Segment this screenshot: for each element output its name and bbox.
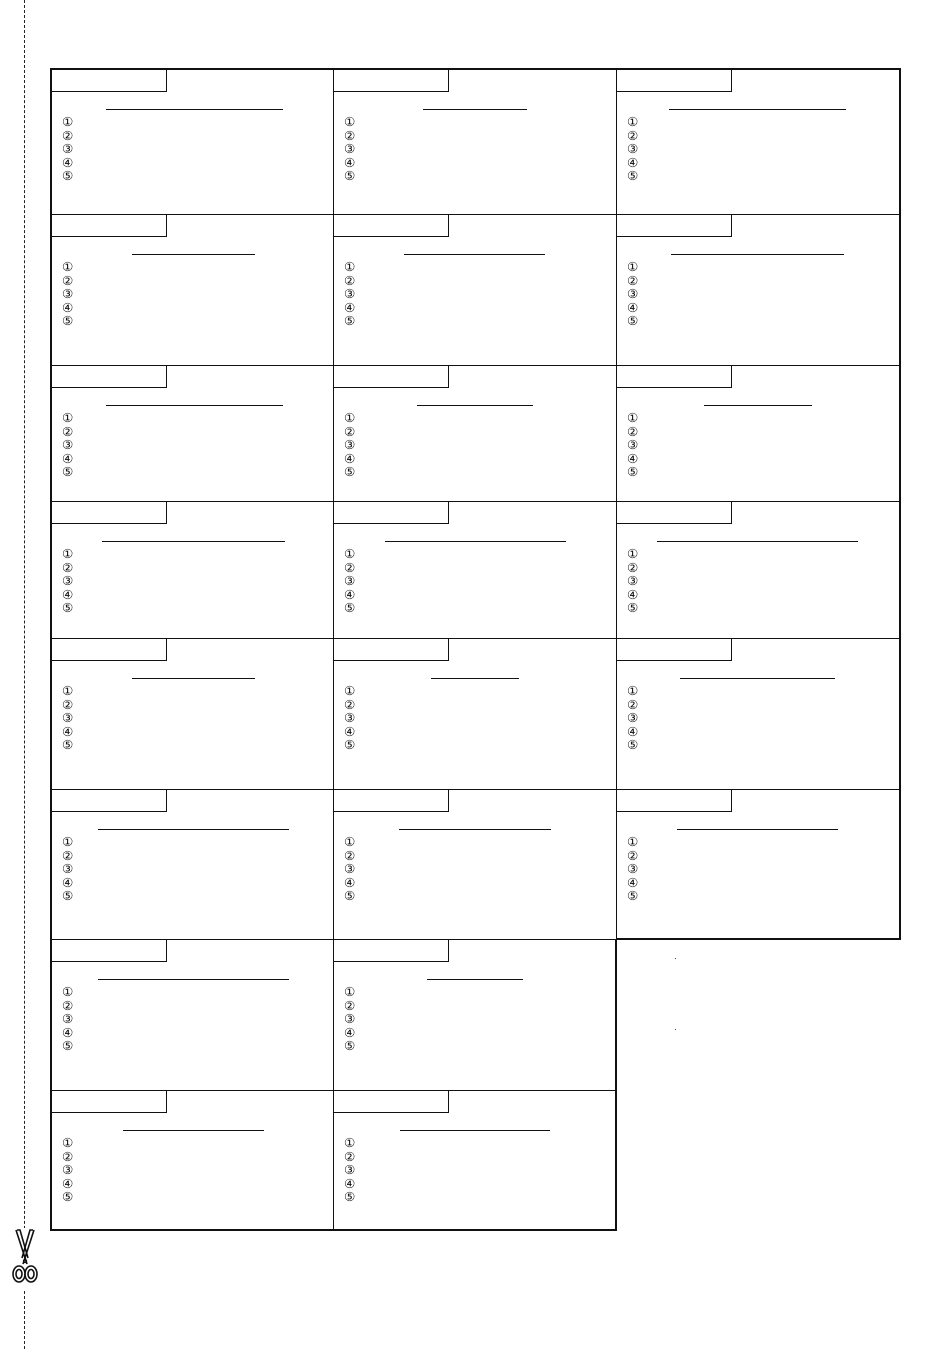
answer-blank-line[interactable] xyxy=(669,109,846,110)
option-marker[interactable]: ④ xyxy=(62,1024,74,1040)
answer-card xyxy=(333,789,617,940)
option-marker[interactable]: ① xyxy=(62,546,74,561)
answer-card xyxy=(333,501,617,639)
answer-blank-line[interactable] xyxy=(657,541,858,542)
question-number-box[interactable] xyxy=(334,70,449,92)
option-marker[interactable]: ① xyxy=(627,259,639,274)
option-marker[interactable]: ④ xyxy=(344,1024,356,1040)
option-marker[interactable]: ① xyxy=(344,410,356,425)
question-number-box[interactable] xyxy=(52,790,167,812)
option-list xyxy=(62,411,73,479)
answer-card xyxy=(50,638,334,790)
option-marker[interactable]: ④ xyxy=(344,723,356,739)
scissors-icon xyxy=(8,1228,42,1290)
option-marker[interactable]: ⑤ xyxy=(62,600,74,616)
option-marker[interactable]: ⑤ xyxy=(62,1189,74,1205)
answer-blank-line[interactable] xyxy=(106,405,283,406)
option-marker[interactable]: ⑤ xyxy=(627,888,639,904)
option-marker[interactable]: ③ xyxy=(627,141,639,157)
option-marker[interactable]: ④ xyxy=(344,1175,356,1191)
option-marker[interactable]: ① xyxy=(344,546,356,561)
question-number-box[interactable] xyxy=(617,215,732,237)
option-list xyxy=(344,115,355,183)
option-marker[interactable]: ⑤ xyxy=(627,737,639,753)
option-marker[interactable]: ① xyxy=(627,114,639,129)
answer-blank-line[interactable] xyxy=(417,405,533,406)
option-marker[interactable]: ② xyxy=(627,423,639,439)
question-number-box[interactable] xyxy=(52,940,167,962)
option-marker[interactable]: ⑤ xyxy=(627,168,639,184)
question-number-box[interactable] xyxy=(52,215,167,237)
answer-card xyxy=(333,214,617,366)
option-marker[interactable]: ② xyxy=(627,847,639,863)
stray-mark xyxy=(675,1029,676,1030)
option-marker[interactable]: ① xyxy=(62,834,74,849)
answer-card xyxy=(50,1090,334,1231)
option-marker[interactable]: ② xyxy=(344,559,356,575)
option-marker[interactable]: ⑤ xyxy=(627,313,639,329)
option-marker[interactable]: ④ xyxy=(627,874,639,890)
option-list xyxy=(62,835,73,903)
option-marker[interactable]: ③ xyxy=(627,437,639,453)
option-marker[interactable]: ② xyxy=(62,997,74,1013)
option-marker[interactable]: ④ xyxy=(627,154,639,170)
option-marker[interactable]: ① xyxy=(344,1135,356,1150)
option-marker[interactable]: ⑤ xyxy=(62,464,74,480)
option-marker[interactable]: ② xyxy=(62,272,74,288)
question-number-box[interactable] xyxy=(52,70,167,92)
option-marker[interactable]: ③ xyxy=(344,437,356,453)
option-list xyxy=(344,684,355,752)
stray-mark xyxy=(675,958,676,959)
option-marker[interactable]: ④ xyxy=(62,874,74,890)
option-marker[interactable]: ① xyxy=(344,683,356,698)
option-marker[interactable]: ① xyxy=(627,683,639,698)
option-marker[interactable]: ③ xyxy=(62,286,74,302)
answer-card xyxy=(616,501,901,639)
answer-card xyxy=(333,939,617,1091)
option-marker[interactable]: ② xyxy=(627,272,639,288)
answer-blank-line[interactable] xyxy=(98,829,289,830)
question-number-box[interactable] xyxy=(617,790,732,812)
option-marker[interactable]: ② xyxy=(62,127,74,143)
option-list xyxy=(344,260,355,328)
option-list xyxy=(344,835,355,903)
option-marker[interactable]: ① xyxy=(62,410,74,425)
option-marker[interactable]: ③ xyxy=(344,710,356,726)
question-number-box[interactable] xyxy=(617,366,732,388)
answer-card xyxy=(616,68,901,215)
option-marker[interactable]: ⑤ xyxy=(62,737,74,753)
answer-blank-line[interactable] xyxy=(400,1130,550,1131)
answer-card xyxy=(50,214,334,366)
option-marker[interactable]: ⑤ xyxy=(344,168,356,184)
option-marker[interactable]: ① xyxy=(344,114,356,129)
answer-blank-line[interactable] xyxy=(399,829,551,830)
question-number-box[interactable] xyxy=(334,502,449,524)
option-list xyxy=(627,835,638,903)
option-marker[interactable]: ④ xyxy=(344,450,356,466)
option-list xyxy=(62,547,73,615)
option-marker[interactable]: ③ xyxy=(344,1011,356,1027)
option-marker[interactable]: ④ xyxy=(62,299,74,315)
option-marker[interactable]: ② xyxy=(62,559,74,575)
question-number-box[interactable] xyxy=(334,790,449,812)
option-marker[interactable]: ① xyxy=(344,984,356,999)
option-marker[interactable]: ④ xyxy=(627,586,639,602)
option-marker[interactable]: ④ xyxy=(62,154,74,170)
option-marker[interactable]: ① xyxy=(344,834,356,849)
answer-card xyxy=(616,638,901,790)
question-number-box[interactable] xyxy=(52,639,167,661)
question-number-box[interactable] xyxy=(617,70,732,92)
option-marker[interactable]: ② xyxy=(344,696,356,712)
option-list xyxy=(62,684,73,752)
answer-blank-line[interactable] xyxy=(427,979,523,980)
option-marker[interactable]: ② xyxy=(62,1148,74,1164)
option-marker[interactable]: ③ xyxy=(627,286,639,302)
answer-card-grid xyxy=(50,68,900,1230)
option-marker[interactable]: ② xyxy=(344,1148,356,1164)
option-marker[interactable]: ① xyxy=(344,259,356,274)
option-list xyxy=(62,985,73,1053)
option-list xyxy=(627,411,638,479)
option-list xyxy=(627,260,638,328)
option-marker[interactable]: ① xyxy=(62,259,74,274)
answer-card xyxy=(50,789,334,940)
option-marker[interactable]: ② xyxy=(344,847,356,863)
option-marker[interactable]: ④ xyxy=(62,723,74,739)
question-number-box[interactable] xyxy=(334,1091,449,1113)
answer-card xyxy=(616,365,901,502)
answer-blank-line[interactable] xyxy=(98,979,289,980)
answer-blank-line[interactable] xyxy=(385,541,566,542)
option-marker[interactable]: ③ xyxy=(344,141,356,157)
question-number-box[interactable] xyxy=(334,639,449,661)
option-marker[interactable]: ⑤ xyxy=(344,737,356,753)
option-marker[interactable]: ③ xyxy=(62,861,74,877)
option-marker[interactable]: ④ xyxy=(62,1175,74,1191)
answer-blank-line[interactable] xyxy=(132,678,255,679)
option-marker[interactable]: ⑤ xyxy=(344,464,356,480)
option-list xyxy=(627,547,638,615)
option-list xyxy=(344,1136,355,1204)
option-marker[interactable]: ③ xyxy=(627,861,639,877)
option-marker[interactable]: ③ xyxy=(62,141,74,157)
option-marker[interactable]: ② xyxy=(344,272,356,288)
cut-line xyxy=(24,0,25,1349)
option-marker[interactable]: ④ xyxy=(344,874,356,890)
option-marker[interactable]: ⑤ xyxy=(344,313,356,329)
answer-blank-line[interactable] xyxy=(132,254,255,255)
option-marker[interactable]: ① xyxy=(62,984,74,999)
option-marker[interactable]: ② xyxy=(627,559,639,575)
answer-card xyxy=(616,214,901,366)
answer-card xyxy=(50,365,334,502)
option-marker[interactable]: ⑤ xyxy=(62,1038,74,1054)
option-marker[interactable]: ① xyxy=(62,1135,74,1150)
answer-blank-line[interactable] xyxy=(106,109,283,110)
question-number-box[interactable] xyxy=(334,215,449,237)
option-marker[interactable]: ③ xyxy=(62,573,74,589)
answer-blank-line[interactable] xyxy=(704,405,812,406)
question-number-box[interactable] xyxy=(334,940,449,962)
option-list xyxy=(62,1136,73,1204)
option-marker[interactable]: ③ xyxy=(344,573,356,589)
option-marker[interactable]: ⑤ xyxy=(344,600,356,616)
question-number-box[interactable] xyxy=(52,502,167,524)
option-marker[interactable]: ③ xyxy=(62,1162,74,1178)
answer-card xyxy=(333,68,617,215)
option-marker[interactable]: ④ xyxy=(627,299,639,315)
option-marker[interactable]: ④ xyxy=(627,723,639,739)
option-list xyxy=(344,985,355,1053)
answer-card xyxy=(333,638,617,790)
answer-blank-line[interactable] xyxy=(671,254,844,255)
option-marker[interactable]: ① xyxy=(627,834,639,849)
option-marker[interactable]: ② xyxy=(627,696,639,712)
answer-blank-line[interactable] xyxy=(404,254,545,255)
option-marker[interactable]: ② xyxy=(62,847,74,863)
option-marker[interactable]: ③ xyxy=(627,573,639,589)
option-marker[interactable]: ④ xyxy=(344,586,356,602)
option-list xyxy=(344,547,355,615)
option-marker[interactable]: ③ xyxy=(62,710,74,726)
option-marker[interactable]: ⑤ xyxy=(627,600,639,616)
option-marker[interactable]: ② xyxy=(344,997,356,1013)
option-marker[interactable]: ④ xyxy=(62,586,74,602)
option-marker[interactable]: ③ xyxy=(344,861,356,877)
option-list xyxy=(627,115,638,183)
option-marker[interactable]: ① xyxy=(62,114,74,129)
option-marker[interactable]: ② xyxy=(627,127,639,143)
option-marker[interactable]: ③ xyxy=(344,1162,356,1178)
option-marker[interactable]: ④ xyxy=(627,450,639,466)
option-marker[interactable]: ⑤ xyxy=(344,888,356,904)
answer-card xyxy=(333,365,617,502)
option-marker[interactable]: ③ xyxy=(344,286,356,302)
option-marker[interactable]: ④ xyxy=(344,299,356,315)
answer-card xyxy=(50,939,334,1091)
option-marker[interactable]: ④ xyxy=(62,450,74,466)
option-marker[interactable]: ⑤ xyxy=(62,313,74,329)
answer-card xyxy=(50,68,334,215)
option-marker[interactable]: ⑤ xyxy=(627,464,639,480)
option-marker[interactable]: ⑤ xyxy=(344,1189,356,1205)
question-number-box[interactable] xyxy=(52,366,167,388)
answer-blank-line[interactable] xyxy=(423,109,527,110)
answer-blank-line[interactable] xyxy=(431,678,519,679)
option-marker[interactable]: ① xyxy=(62,683,74,698)
option-list xyxy=(62,260,73,328)
option-list xyxy=(627,684,638,752)
option-list xyxy=(62,115,73,183)
answer-blank-line[interactable] xyxy=(102,541,285,542)
answer-card xyxy=(616,789,901,940)
answer-card xyxy=(50,501,334,639)
option-marker[interactable]: ③ xyxy=(62,437,74,453)
option-marker[interactable]: ② xyxy=(62,423,74,439)
question-number-box[interactable] xyxy=(334,366,449,388)
option-marker[interactable]: ② xyxy=(344,127,356,143)
answer-card xyxy=(333,1090,617,1231)
question-number-box[interactable] xyxy=(617,502,732,524)
option-marker[interactable]: ③ xyxy=(627,710,639,726)
option-marker[interactable]: ⑤ xyxy=(62,168,74,184)
option-marker[interactable]: ① xyxy=(627,546,639,561)
option-marker[interactable]: ③ xyxy=(62,1011,74,1027)
option-marker[interactable]: ⑤ xyxy=(344,1038,356,1054)
option-marker[interactable]: ⑤ xyxy=(62,888,74,904)
option-marker[interactable]: ④ xyxy=(344,154,356,170)
question-number-box[interactable] xyxy=(617,639,732,661)
answer-blank-line[interactable] xyxy=(123,1130,264,1131)
option-marker[interactable]: ② xyxy=(62,696,74,712)
option-marker[interactable]: ① xyxy=(627,410,639,425)
option-list xyxy=(344,411,355,479)
option-marker[interactable]: ② xyxy=(344,423,356,439)
answer-blank-line[interactable] xyxy=(680,678,835,679)
question-number-box[interactable] xyxy=(52,1091,167,1113)
answer-blank-line[interactable] xyxy=(677,829,838,830)
